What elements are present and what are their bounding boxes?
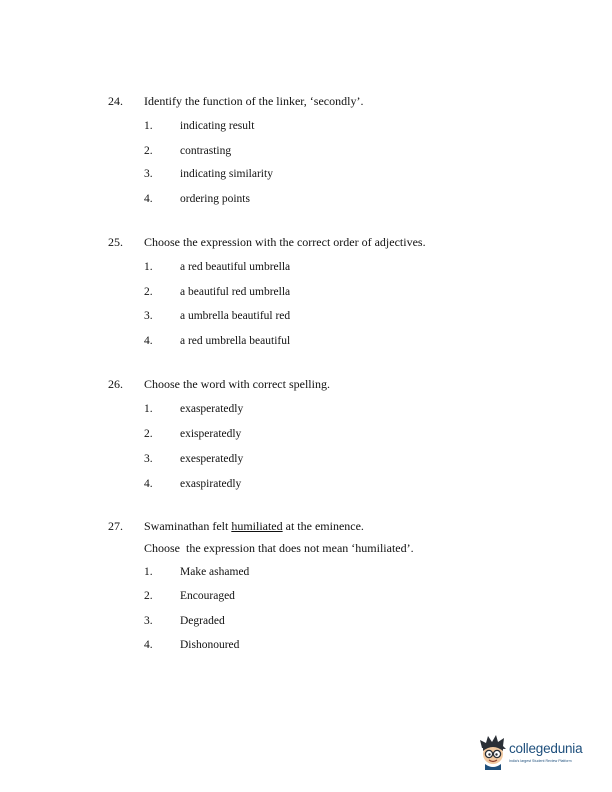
option-number: 3. bbox=[144, 615, 153, 627]
question-number: 27. bbox=[108, 519, 123, 533]
option-number: 1. bbox=[144, 261, 153, 273]
option-text: indicating similarity bbox=[180, 168, 273, 180]
option-text: exisperatedly bbox=[180, 428, 242, 440]
option-number: 2. bbox=[144, 145, 153, 157]
question-text bbox=[144, 519, 364, 534]
option-text: Make ashamed bbox=[180, 566, 250, 578]
option-number: 1. bbox=[144, 403, 153, 415]
question-text: Identify the function of the linker, ‘secondly’. bbox=[144, 94, 364, 108]
mascot-icon bbox=[478, 734, 508, 770]
logo-wordmark: collegedunia bbox=[509, 741, 583, 756]
option-number: 4. bbox=[144, 193, 153, 205]
option-text: Degraded bbox=[180, 615, 225, 627]
option-number: 4. bbox=[144, 335, 153, 347]
collegedunia-logo bbox=[478, 734, 594, 774]
question-number: 24. bbox=[108, 94, 123, 108]
option-number: 3. bbox=[144, 453, 153, 465]
option-text: indicating result bbox=[180, 120, 255, 132]
option-number: 2. bbox=[144, 428, 153, 440]
option-text: a red beautiful umbrella bbox=[180, 261, 291, 273]
question-text: Choose the word with correct spelling. bbox=[144, 377, 330, 391]
option-text: exasperatedly bbox=[180, 403, 244, 415]
option-number: 3. bbox=[144, 168, 153, 180]
option-text: a umbrella beautiful red bbox=[180, 310, 291, 322]
option-number: 4. bbox=[144, 478, 153, 490]
option-number: 2. bbox=[144, 286, 153, 298]
option-text: ordering points bbox=[180, 193, 250, 205]
option-text: exaspiratedly bbox=[180, 478, 242, 490]
question-text: Choose the expression with the correct order of adjectives. bbox=[144, 235, 426, 249]
question-text-before: Swaminathan felt bbox=[144, 519, 232, 533]
question-text-after: at the eminence. bbox=[282, 519, 364, 533]
option-number: 1. bbox=[144, 120, 153, 132]
logo-tagline: India's largest Student Review Platform bbox=[509, 759, 572, 763]
question-number: 26. bbox=[108, 377, 123, 391]
question-number: 25. bbox=[108, 235, 123, 249]
option-number: 3. bbox=[144, 310, 153, 322]
option-number: 2. bbox=[144, 590, 153, 602]
option-text: a red umbrella beautiful bbox=[180, 335, 291, 347]
underlined-word: humiliated bbox=[231, 519, 283, 533]
option-text: exesperatedly bbox=[180, 453, 244, 465]
option-text: contrasting bbox=[180, 145, 232, 157]
option-number: 4. bbox=[144, 639, 153, 651]
option-text: Dishonoured bbox=[180, 639, 240, 651]
option-text: Encouraged bbox=[180, 590, 235, 602]
option-number: 1. bbox=[144, 566, 153, 578]
question-subtext: Choose the expression that does not mean ‘humiliated’. bbox=[144, 541, 414, 555]
option-text: a beautiful red umbrella bbox=[180, 286, 291, 298]
